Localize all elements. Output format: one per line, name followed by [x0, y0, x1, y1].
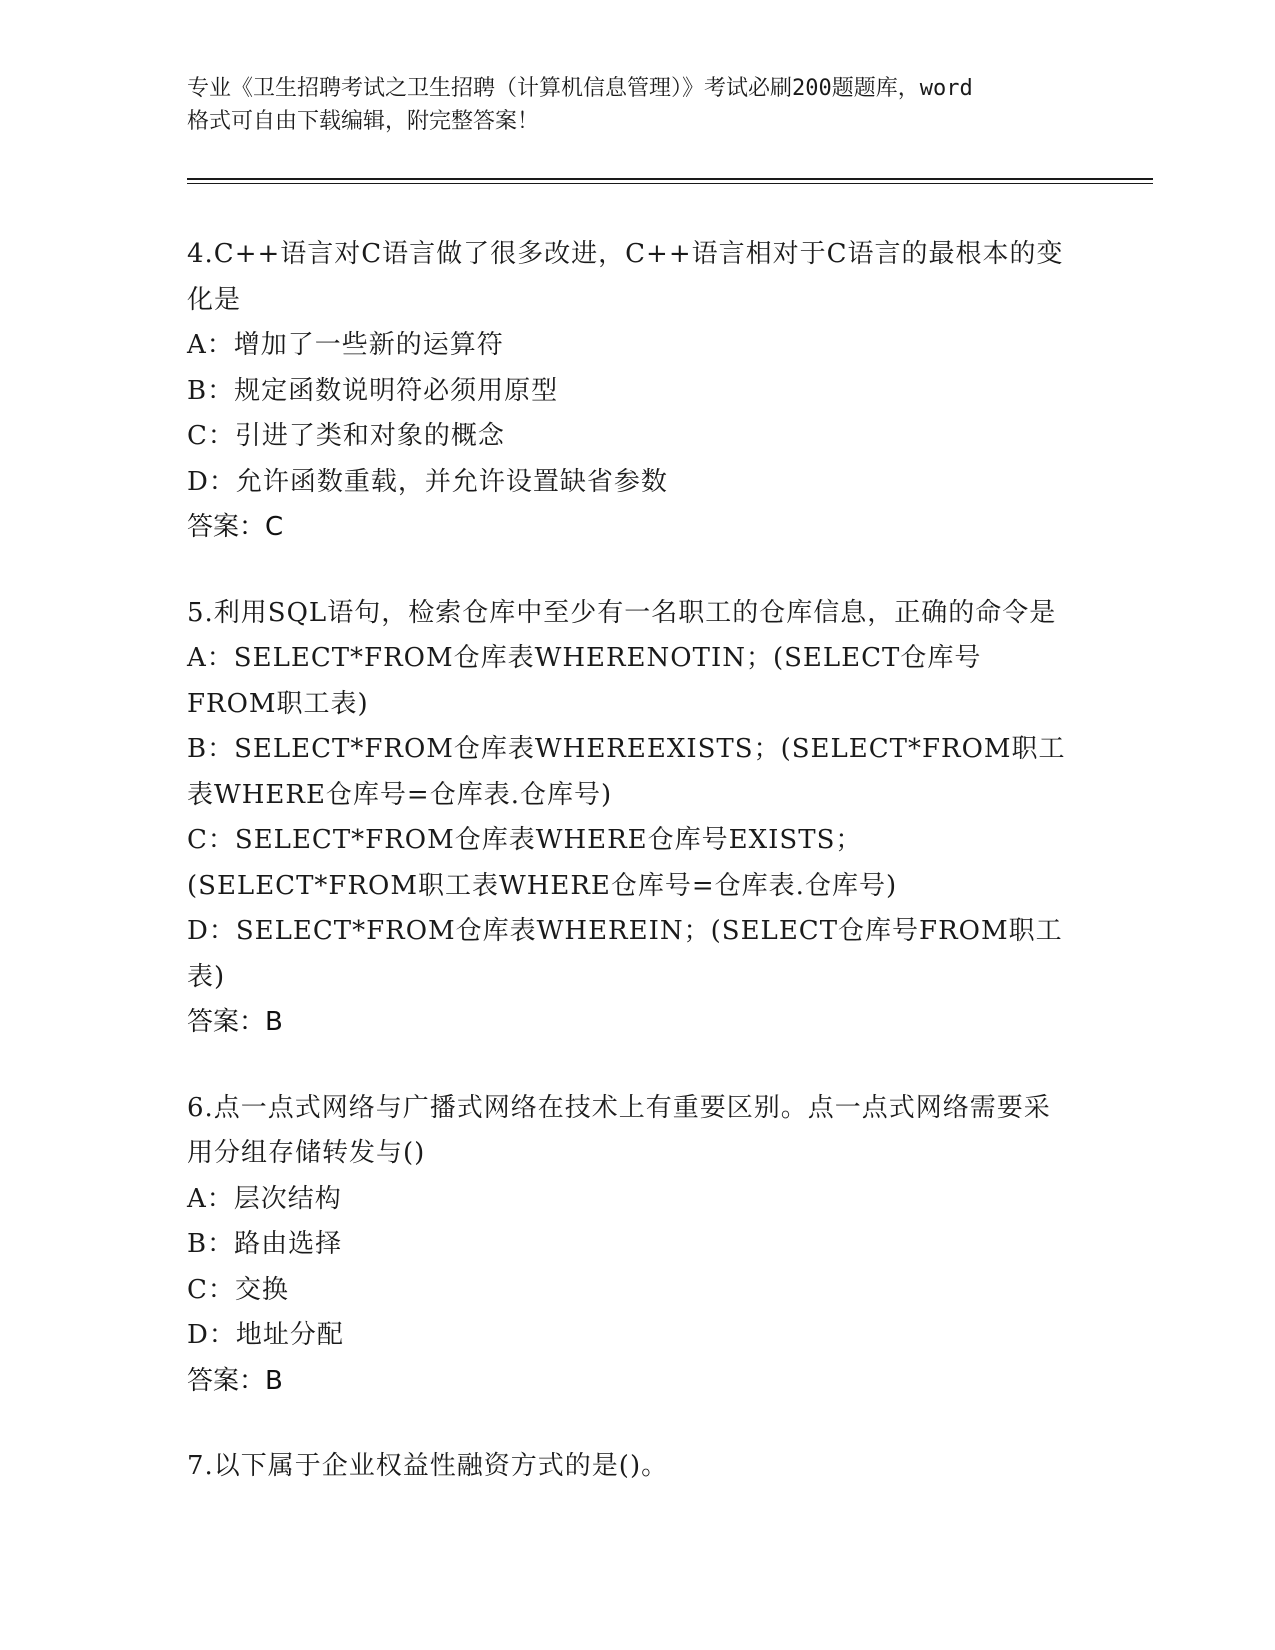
question-stem: 4.C++语言对C语言做了很多改进，C++语言相对于C语言的最根本的变化是 [187, 239, 1064, 315]
question-7 [187, 1444, 1067, 1490]
answer: 答案：C [187, 512, 284, 542]
option-a: A：SELECT*FROM仓库表WHERENOTIN；(SELECT仓库号FROM职工表) [187, 643, 982, 719]
header-line-1: 专业《卫生招聘考试之卫生招聘（计算机信息管理）》考试必刷200题题库，word [187, 76, 973, 101]
header-divider-thick [187, 178, 1153, 180]
header-line-2: 格式可自由下载编辑，附完整答案！ [187, 109, 540, 134]
option-c: C：SELECT*FROM仓库表WHERE仓库号EXISTS；(SELECT*FROM职工表WHERE仓库号=仓库表.仓库号) [187, 825, 898, 901]
question-stem: 7.以下属于企业权益性融资方式的是()。 [187, 1451, 669, 1481]
option-c: C：引进了类和对象的概念 [187, 421, 505, 451]
question-list [187, 232, 1067, 1530]
question-4 [187, 232, 1067, 551]
option-c: C：交换 [187, 1274, 289, 1305]
question-6 [187, 1086, 1067, 1405]
document-header [187, 72, 1087, 138]
option-b: B：SELECT*FROM仓库表WHEREEXISTS；(SELECT*FROM职工表WHERE仓库号=仓库表.仓库号) [187, 734, 1066, 810]
option-b: B：规定函数说明符必须用原型 [187, 375, 559, 406]
option-a: A：增加了一些新的运算符 [187, 330, 504, 360]
option-d: D：允许函数重载，并允许设置缺省参数 [187, 466, 668, 497]
question-5 [187, 591, 1067, 1046]
option-b: B：路由选择 [187, 1229, 343, 1259]
question-stem: 5.利用SQL语句，检索仓库中至少有一名职工的仓库信息，正确的命令是 [187, 597, 1057, 628]
header-divider-thin [187, 183, 1153, 184]
answer: 答案：B [187, 1365, 283, 1396]
answer: 答案：B [187, 1007, 283, 1037]
option-d: D：SELECT*FROM仓库表WHEREIN；(SELECT仓库号FROM职工表) [187, 916, 1063, 992]
option-d: D：地址分配 [187, 1320, 344, 1350]
option-a: A：层次结构 [187, 1183, 342, 1214]
question-stem: 6.点一点式网络与广播式网络在技术上有重要区别。点一点式网络需要采用分组存储转发与() [187, 1092, 1051, 1168]
